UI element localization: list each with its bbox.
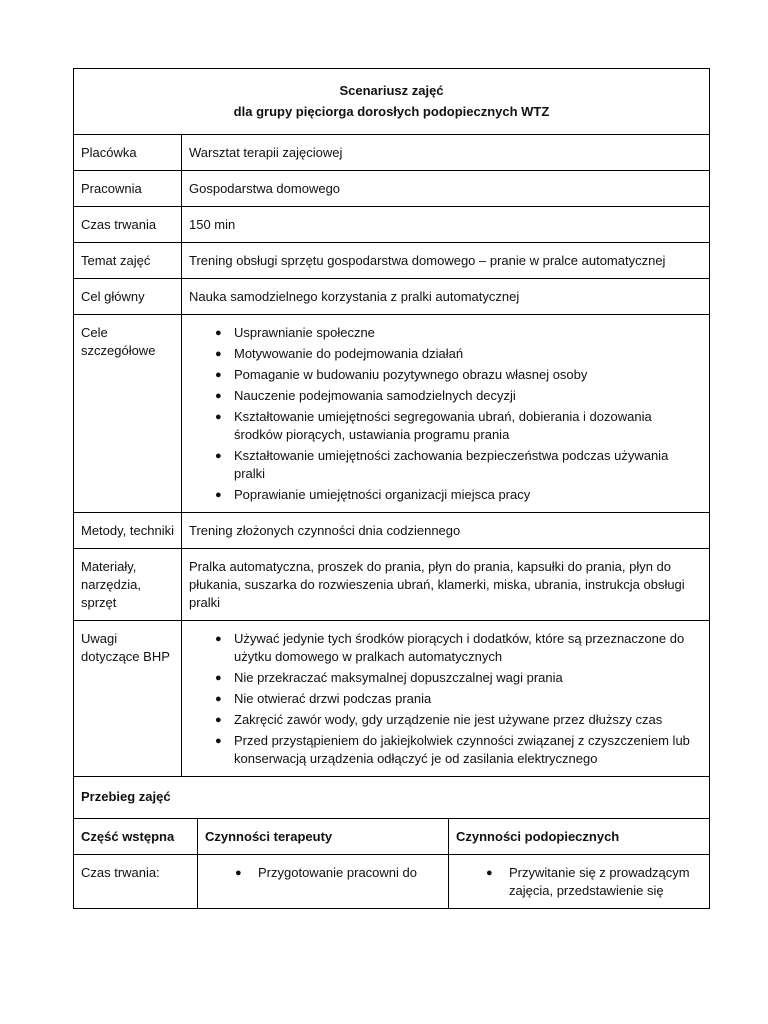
row-temat [73,243,710,279]
list-item: ● Poprawianie umiejętności organizacji miejsca pracy [215,487,531,502]
row-uwagi [73,621,710,777]
bullet-icon: ● [486,867,493,879]
title-line-2: dla grupy pięciorga dorosłych podopiecznych WTZ [233,104,550,119]
label-czas: Czas trwania [74,207,182,242]
list-item: ● Nie przekraczać maksymalnej dopuszczalnej wagi prania [215,670,563,685]
value-uwagi [182,621,709,776]
list-item: ● Przygotowanie pracowni do [235,865,417,880]
label-cele: Cele szczegółowe [74,315,182,512]
row-pracownia [73,171,710,207]
bullet-icon: ● [215,348,222,360]
label-metody: Metody, techniki [74,513,182,548]
title-line-1: Scenariusz zajęć [339,83,444,98]
label-cel: Cel główny [74,279,182,314]
bullet-icon: ● [215,450,222,462]
row-metody [73,513,710,549]
value-materialy: Pralka automatyczna, proszek do prania, płyn do prania, kapsułki do prania, płyn do płukania, suszarka do rozwieszenia ubrań, klamerki, miska, ubrania, instrukcja obsługi pralki [189,559,685,610]
lesson-plan-table [73,68,710,909]
bullet-icon: ● [215,633,222,645]
row-czas [73,207,710,243]
bullet-icon: ● [215,369,222,381]
cell-czas-trwania: Czas trwania: [74,855,198,908]
value-cel: Nauka samodzielnego korzystania z pralki automatycznej [189,289,520,304]
label-uwagi: Uwagi dotyczące BHP [74,621,182,776]
label-pracownia: Pracownia [74,171,182,206]
row-cel [73,279,710,315]
value-metody: Trening złożonych czynności dnia codziennego [189,523,461,538]
table-row [73,855,710,909]
document-title [74,69,709,134]
label-materialy: Materiały, narzędzia, sprzęt [74,549,182,620]
bullet-icon: ● [215,735,222,747]
bullet-icon: ● [215,672,222,684]
value-cele [182,315,709,512]
cell-terapeuta [198,855,449,908]
value-pracownia: Gospodarstwa domowego [189,181,341,196]
list-item: ● Kształtowanie umiejętności zachowania bezpieczeństwa podczas używania pralki [215,448,669,481]
value-temat: Trening obsługi sprzętu gospodarstwa domowego – pranie w pralce automatycznej [189,253,666,268]
cell-podopieczni [449,855,709,908]
bullet-icon: ● [215,327,222,339]
list-item: ● Nauczenie podejmowania samodzielnych decyzji [215,388,516,403]
bullet-icon: ● [215,489,222,501]
list-item: ● Nie otwierać drzwi podczas prania [215,691,432,706]
bullet-icon: ● [215,390,222,402]
przebieg-header-row [73,819,710,855]
col-header-podopiecznych: Czynności podopiecznych [456,829,620,844]
bullet-icon: ● [215,714,222,726]
title-row [73,68,710,135]
label-placowka: Placówka [74,135,182,170]
bullet-icon: ● [215,411,222,423]
value-placowka: Warsztat terapii zajęciowej [189,145,343,160]
list-item: ● Motywowanie do podejmowania działań [215,346,464,361]
label-temat: Temat zajęć [74,243,182,278]
row-przebieg [73,777,710,819]
row-materialy [73,549,710,621]
list-item: ● Przed przystąpieniem do jakiejkolwiek czynności związanej z czyszczeniem lub konserwacją urządzenia odłączyć je od zasilania elektrycznego [215,733,690,766]
row-placowka [73,135,710,171]
cele-list [189,324,702,504]
list-item: ● Zakręcić zawór wody, gdy urządzenie nie jest używane przez dłuższy czas [215,712,663,727]
uwagi-list [189,630,702,768]
bullet-icon: ● [215,693,222,705]
row-cele [73,315,710,513]
section-heading: Przebieg zajęć [81,789,171,804]
col-header-terapeuty: Czynności terapeuty [198,819,449,854]
list-item: ● Kształtowanie umiejętności segregowania ubrań, dobierania i dozowania środków piorących, ustawiania programu prania [215,409,652,442]
list-item: ● Usprawnianie społeczne [215,325,375,340]
list-item: ● Pomaganie w budowaniu pozytywnego obrazu własnej osoby [215,367,588,382]
col-header-wstepna: Część wstępna [74,819,198,854]
value-czas: 150 min [189,217,236,232]
list-item: ● Przywitanie się z prowadzącym zajęcia, przedstawienie się [486,865,690,898]
list-item: ● Używać jedynie tych środków piorących i dodatków, które są przeznaczone do użytku domowego w pralkach automatycznych [215,631,685,664]
bullet-icon: ● [235,867,242,879]
